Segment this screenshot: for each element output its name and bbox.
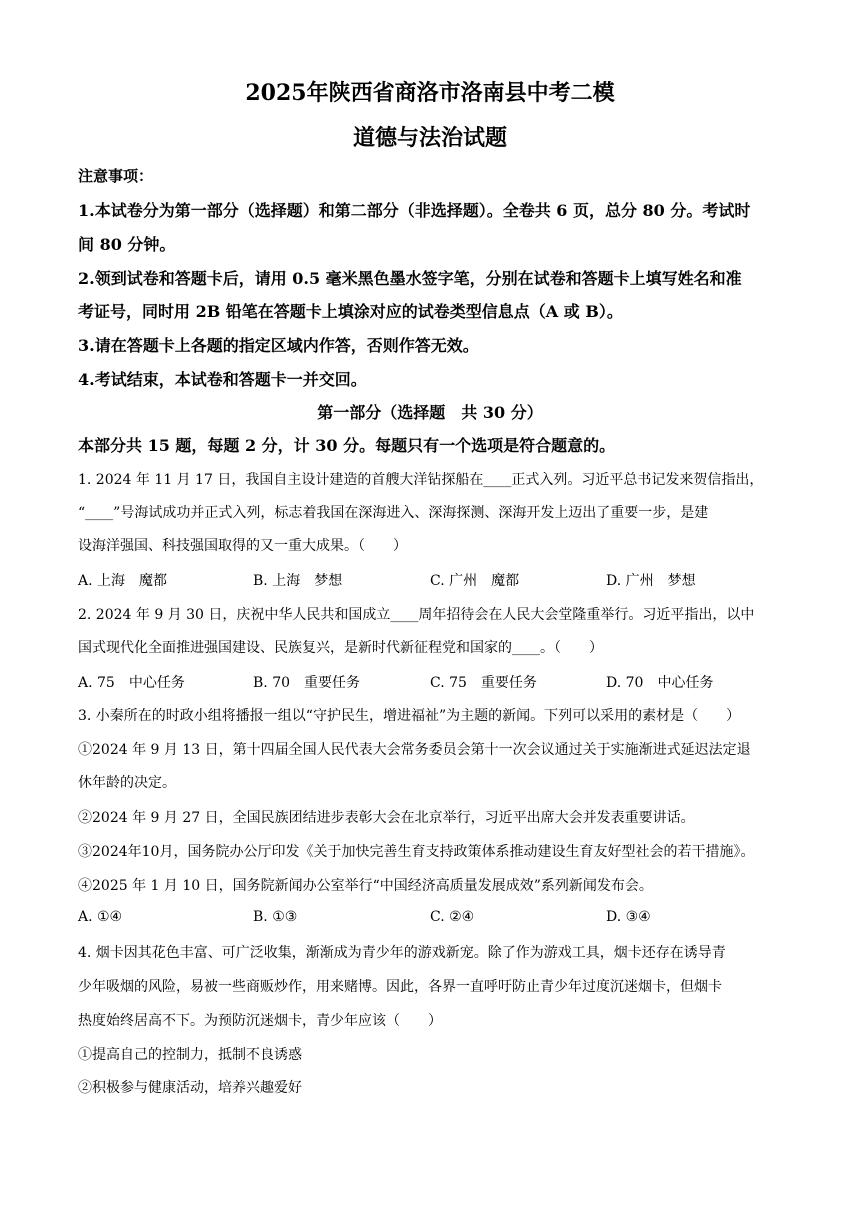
question-3-option-a: A. ①④ bbox=[78, 909, 123, 925]
notice-line: 1.本试卷分为第一部分（选择题）和第二部分（非选择题）。全卷共 6 页，总分 80 分。考试时 bbox=[78, 201, 751, 220]
question-3-item: ③2024年10月，国务院办公厅印发《关于加快完善生育支持政策体系推动建设生育友好型社会的若干措施》。 bbox=[78, 844, 755, 860]
question-1-text: 设海洋强国、科技强国取得的又一重大成果。（ ） bbox=[78, 538, 407, 554]
question-3-text: 3. 小秦所在的时政小组将播报一组以“守护民生，增进福祉”为主题的新闻。下列可以采用的素材是（ ） bbox=[78, 708, 741, 724]
notice-heading: 注意事项： bbox=[78, 167, 154, 185]
question-1-option-c: C. 广州 魔都 bbox=[430, 573, 520, 589]
question-2-text: 2. 2024 年 9 月 30 日，庆祝中华人民共和国成立____周年招待会在人民大会堂隆重举行。习近平指出，以中 bbox=[78, 607, 755, 623]
question-2-option-a: A. 75 中心任务 bbox=[78, 675, 185, 691]
question-4-text: 少年吸烟的风险，易被一些商贩炒作，用来赌博。因此，各界一直呼吁防止青少年过度沉迷烟卡，但烟卡 bbox=[78, 979, 722, 995]
question-2-option-c: C. 75 重要任务 bbox=[430, 675, 537, 691]
exam-title: 2025年陕西省商洛市洛南县中考二模 bbox=[245, 80, 615, 106]
question-3-item: 休年龄的决定。 bbox=[78, 775, 176, 791]
question-4-text: 4. 烟卡因其花色丰富、可广泛收集，渐渐成为青少年的游戏新宠。除了作为游戏工具，烟卡还存在诱导青 bbox=[78, 945, 726, 961]
question-1-text: “____”号海试成功并正式入列，标志着我国在深海进入、深海探测、深海开发上迈出了重要一步，是建 bbox=[78, 505, 709, 521]
question-3-item: ①2024 年 9 月 13 日，第十四届全国人民代表大会常务委员会第十一次会议通过关于实施渐进式延迟法定退 bbox=[78, 742, 751, 758]
notice-line: 2.领到试卷和答题卡后，请用 0.5 毫米黑色墨水签字笔，分别在试卷和答题卡上填写姓名和准 bbox=[78, 269, 742, 288]
question-1-option-b: B. 上海 梦想 bbox=[253, 573, 343, 589]
question-2-option-b: B. 70 重要任务 bbox=[253, 675, 361, 691]
question-4-item: ②积极参与健康活动，培养兴趣爱好 bbox=[78, 1080, 302, 1096]
question-3-option-d: D. ③④ bbox=[606, 909, 651, 925]
section-intro: 本部分共 15 题，每题 2 分，计 30 分。每题只有一个选项是符合题意的。 bbox=[78, 436, 616, 455]
question-1-text: 1. 2024 年 11 月 17 日，我国自主设计建造的首艘大洋钻探船在____正式入列。习近平总书记发来贺信指出， bbox=[78, 472, 764, 488]
notice-line: 间 80 分钟。 bbox=[78, 235, 176, 254]
notice-line: 考证号，同时用 2B 铅笔在答题卡上填涂对应的试卷类型信息点（A 或 B）。 bbox=[78, 302, 623, 321]
question-4-item: ①提高自己的控制力，抵制不良诱惑 bbox=[78, 1047, 302, 1063]
question-2-text: 国式现代化全面推进强国建设、民族复兴，是新时代新征程党和国家的____。（ ） bbox=[78, 640, 603, 656]
question-1-option-d: D. 广州 梦想 bbox=[606, 573, 696, 589]
question-2-option-d: D. 70 中心任务 bbox=[606, 675, 714, 691]
question-3-item: ②2024 年 9 月 27 日，全国民族团结进步表彰大会在北京举行，习近平出席大会并发表重要讲话。 bbox=[78, 810, 695, 826]
question-3-option-c: C. ②④ bbox=[430, 909, 475, 925]
notice-line: 4.考试结束，本试卷和答题卡一并交回。 bbox=[78, 370, 367, 389]
section-title: 第一部分（选择题 共 30 分） bbox=[317, 403, 543, 422]
notice-line: 3.请在答题卡上各题的指定区域内作答，否则作答无效。 bbox=[78, 336, 479, 355]
question-1-option-a: A. 上海 魔都 bbox=[78, 573, 168, 589]
question-4-text: 热度始终居高不下。为预防沉迷烟卡，青少年应该（ ） bbox=[78, 1013, 442, 1029]
question-3-option-b: B. ①③ bbox=[253, 909, 298, 925]
question-3-item: ④2025 年 1 月 10 日，国务院新闻办公室举行“中国经济高质量发展成效”系列新闻发布会。 bbox=[78, 878, 653, 894]
exam-subject-title: 道德与法治试题 bbox=[352, 125, 507, 151]
